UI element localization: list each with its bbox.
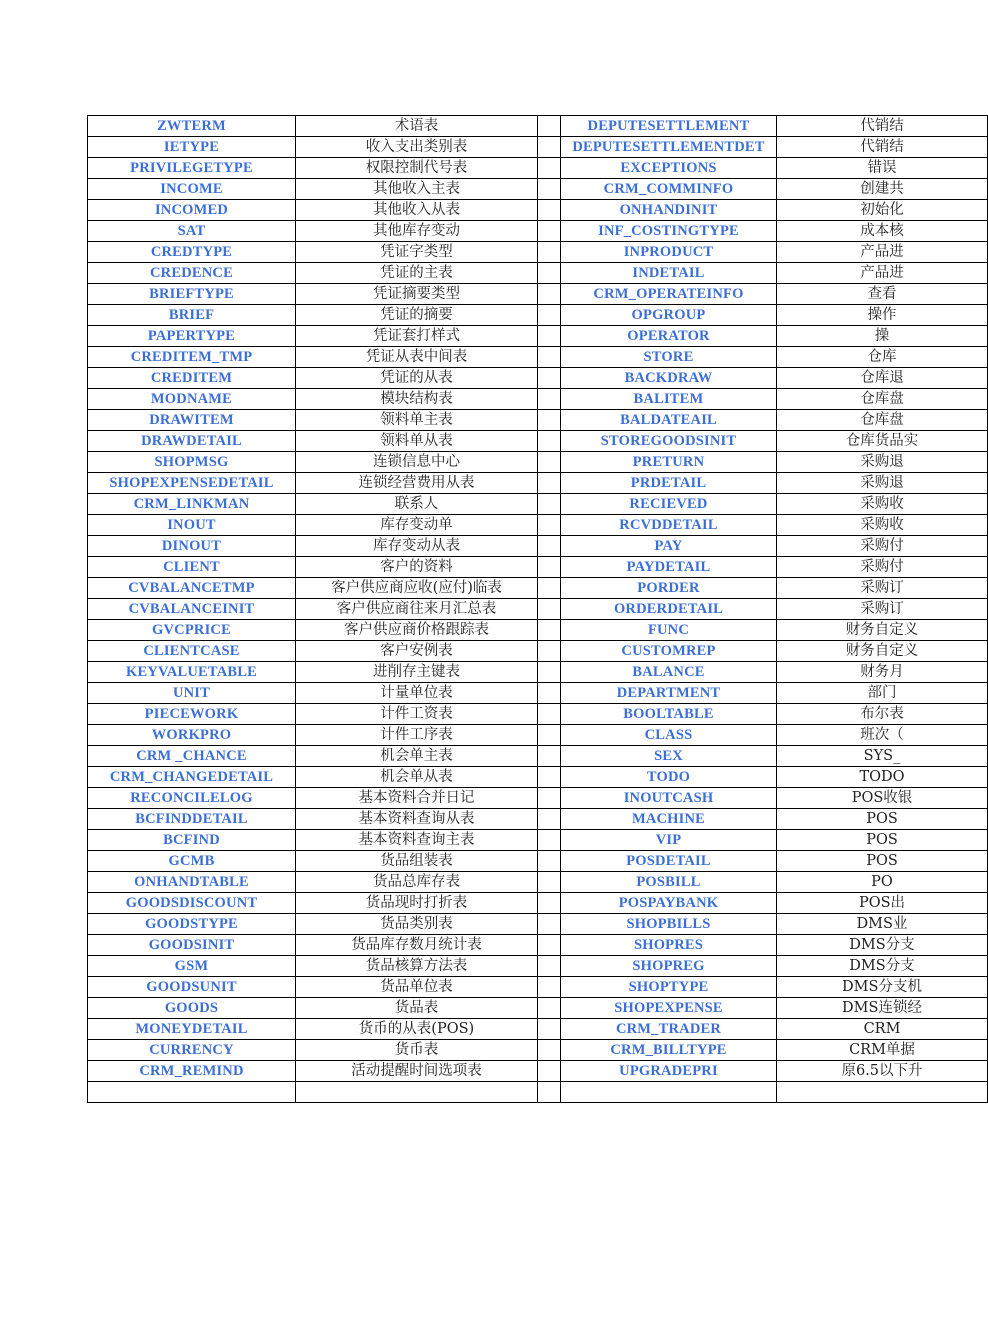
table-name-cell: CLASS <box>561 725 777 746</box>
table-name-cell: INCOME <box>88 179 296 200</box>
table-name-cell: POSPAYBANK <box>561 893 777 914</box>
table-row <box>88 872 988 893</box>
table-name-cell: GOODS <box>88 998 296 1019</box>
table-description-cell: 班次（ <box>777 725 988 746</box>
table-name-cell: CVBALANCEINIT <box>88 599 296 620</box>
table-name-cell: RCVDDETAIL <box>561 515 777 536</box>
table-name-cell: MONEYDETAIL <box>88 1019 296 1040</box>
table-description-cell: POS收银 <box>777 788 988 809</box>
table-name-cell: UNIT <box>88 683 296 704</box>
table-description-cell: 权限控制代号表 <box>296 158 538 179</box>
table-description-cell: 基本资料查询从表 <box>296 809 538 830</box>
spacer-cell <box>538 473 561 494</box>
table-description-cell: 代销结 <box>777 137 988 158</box>
table-description-cell: 布尔表 <box>777 704 988 725</box>
table-name-cell: PRETURN <box>561 452 777 473</box>
table-description-cell: 采购付 <box>777 536 988 557</box>
table-row <box>88 326 988 347</box>
table-description-cell: 货品现时打折表 <box>296 893 538 914</box>
table-description-cell: 客户供应商往来月汇总表 <box>296 599 538 620</box>
table-description-cell: 进削存主键表 <box>296 662 538 683</box>
table-name-cell: PIECEWORK <box>88 704 296 725</box>
table-description-cell: 连锁信息中心 <box>296 452 538 473</box>
table-list <box>87 115 988 1103</box>
table-name-cell: PAPERTYPE <box>88 326 296 347</box>
spacer-cell <box>538 1040 561 1061</box>
table-description-cell: 库存变动从表 <box>296 536 538 557</box>
table-description-cell: 仓库 <box>777 347 988 368</box>
table-name-cell: INDETAIL <box>561 263 777 284</box>
table-row <box>88 935 988 956</box>
table-row <box>88 914 988 935</box>
table-row <box>88 494 988 515</box>
table-name-cell: GVCPRICE <box>88 620 296 641</box>
spacer-cell <box>538 1061 561 1082</box>
table-name-cell: INF_COSTINGTYPE <box>561 221 777 242</box>
table-name-cell: CREDTYPE <box>88 242 296 263</box>
table-name-cell: PRIVILEGETYPE <box>88 158 296 179</box>
table-row <box>88 431 988 452</box>
table-description-cell: 采购订 <box>777 578 988 599</box>
table-description-cell: 代销结 <box>777 116 988 137</box>
table-name-cell: CREDITEM_TMP <box>88 347 296 368</box>
table-row <box>88 515 988 536</box>
table-row <box>88 158 988 179</box>
table-description-cell: 凭证的从表 <box>296 368 538 389</box>
table-description-cell: 货品核算方法表 <box>296 956 538 977</box>
spacer-cell <box>538 536 561 557</box>
spacer-cell <box>538 494 561 515</box>
spacer-cell <box>538 704 561 725</box>
spacer-cell <box>538 830 561 851</box>
table-name-cell: BALITEM <box>561 389 777 410</box>
table-name-cell: BRIEF <box>88 305 296 326</box>
table-name-cell: INOUT <box>88 515 296 536</box>
table-name-cell: SHOPRES <box>561 935 777 956</box>
table-row <box>88 725 988 746</box>
table-name-cell: PRDETAIL <box>561 473 777 494</box>
spacer-cell <box>538 200 561 221</box>
spacer-cell <box>538 893 561 914</box>
table-description-cell: 财务自定义 <box>777 641 988 662</box>
spacer-cell <box>538 557 561 578</box>
table-description-cell: POS出 <box>777 893 988 914</box>
table-name-cell: WORKPRO <box>88 725 296 746</box>
table-name-cell: BRIEFTYPE <box>88 284 296 305</box>
table-description-cell: 货品库存数月统计表 <box>296 935 538 956</box>
table-description-cell: SYS_ <box>777 746 988 767</box>
table-name-cell: RECIEVED <box>561 494 777 515</box>
table-name-cell: IETYPE <box>88 137 296 158</box>
table-description-cell: 其他收入从表 <box>296 200 538 221</box>
table-name-cell: KEYVALUETABLE <box>88 662 296 683</box>
table-description-cell: 货币表 <box>296 1040 538 1061</box>
table-description-cell: 活动提醒时间选项表 <box>296 1061 538 1082</box>
table-name-cell: GCMB <box>88 851 296 872</box>
table-description-cell: 部门 <box>777 683 988 704</box>
spreadsheet-area <box>87 115 923 1097</box>
table-name-cell: GSM <box>88 956 296 977</box>
table-name-cell: STOREGOODSINIT <box>561 431 777 452</box>
table-name-cell: SHOPBILLS <box>561 914 777 935</box>
table-name-cell: INCOMED <box>88 200 296 221</box>
table-description-cell: CRM单据 <box>777 1040 988 1061</box>
table-description-cell: 联系人 <box>296 494 538 515</box>
table-name-cell: CRM_REMIND <box>88 1061 296 1082</box>
table-name-cell: EXCEPTIONS <box>561 158 777 179</box>
table-name-cell: SEX <box>561 746 777 767</box>
spacer-cell <box>538 914 561 935</box>
table-name-cell: GOODSUNIT <box>88 977 296 998</box>
table-description-cell: POS <box>777 851 988 872</box>
spacer-cell <box>538 788 561 809</box>
table-description-cell: 财务月 <box>777 662 988 683</box>
table-row <box>88 1082 988 1103</box>
table-description-cell: DMS分支机 <box>777 977 988 998</box>
table-row <box>88 179 988 200</box>
table-row <box>88 620 988 641</box>
table-description-cell: 凭证从表中间表 <box>296 347 538 368</box>
table-row <box>88 809 988 830</box>
table-row <box>88 683 988 704</box>
table-row <box>88 536 988 557</box>
table-name-cell: DRAWITEM <box>88 410 296 431</box>
table-name-cell: UPGRADEPRI <box>561 1061 777 1082</box>
spacer-cell <box>538 662 561 683</box>
table-name-cell: CRM_TRADER <box>561 1019 777 1040</box>
table-description-cell: 仓库盘 <box>777 389 988 410</box>
table-row <box>88 263 988 284</box>
spacer-cell <box>538 725 561 746</box>
table-name-cell: BACKDRAW <box>561 368 777 389</box>
table-description-cell: 货品单位表 <box>296 977 538 998</box>
table-name-cell: FUNC <box>561 620 777 641</box>
table-name-cell: PAY <box>561 536 777 557</box>
table-row <box>88 137 988 158</box>
table-description-cell: 计件工序表 <box>296 725 538 746</box>
spacer-cell <box>538 284 561 305</box>
table-name-cell: MACHINE <box>561 809 777 830</box>
table-name-cell: STORE <box>561 347 777 368</box>
table-name-cell: PORDER <box>561 578 777 599</box>
spacer-cell <box>538 599 561 620</box>
table-name-cell: OPGROUP <box>561 305 777 326</box>
table-description-cell: 采购退 <box>777 452 988 473</box>
table-description-cell: 计量单位表 <box>296 683 538 704</box>
table-name-cell: POSBILL <box>561 872 777 893</box>
table-description-cell: 领料单主表 <box>296 410 538 431</box>
table-name-cell: GOODSTYPE <box>88 914 296 935</box>
table-name-cell: ONHANDINIT <box>561 200 777 221</box>
table-description-cell: 创建共 <box>777 179 988 200</box>
spacer-cell <box>538 956 561 977</box>
spacer-cell <box>538 746 561 767</box>
table-description-cell: DMS连锁经 <box>777 998 988 1019</box>
spacer-cell <box>538 158 561 179</box>
table-name-cell: INPRODUCT <box>561 242 777 263</box>
table-name-cell: GOODSINIT <box>88 935 296 956</box>
spacer-cell <box>538 641 561 662</box>
table-row <box>88 242 988 263</box>
table-description-cell: 基本资料合并日记 <box>296 788 538 809</box>
table-description-cell: 初始化 <box>777 200 988 221</box>
table-name-cell: SHOPREG <box>561 956 777 977</box>
table-description-cell: PO <box>777 872 988 893</box>
table-row <box>88 599 988 620</box>
table-description-cell: 客户供应商价格跟踪表 <box>296 620 538 641</box>
spacer-cell <box>538 221 561 242</box>
spacer-cell <box>538 431 561 452</box>
table-name-cell: BALDATEAIL <box>561 410 777 431</box>
table-name-cell: BCFINDDETAIL <box>88 809 296 830</box>
table-row <box>88 1040 988 1061</box>
spacer-cell <box>538 767 561 788</box>
spacer-cell <box>538 410 561 431</box>
table-row <box>88 284 988 305</box>
table-name-cell: CRM_COMMINFO <box>561 179 777 200</box>
table-description-cell: 货品类别表 <box>296 914 538 935</box>
table-name-cell <box>561 1082 777 1103</box>
table-name-cell: DEPARTMENT <box>561 683 777 704</box>
table-description-cell: TODO <box>777 767 988 788</box>
table-row <box>88 956 988 977</box>
table-description-cell: 其他收入主表 <box>296 179 538 200</box>
table-name-cell: BALANCE <box>561 662 777 683</box>
table-name-cell: ONHANDTABLE <box>88 872 296 893</box>
table-name-cell: ORDERDETAIL <box>561 599 777 620</box>
table-description-cell: 基本资料查询主表 <box>296 830 538 851</box>
spacer-cell <box>538 620 561 641</box>
table-description-cell: 采购订 <box>777 599 988 620</box>
spacer-cell <box>538 809 561 830</box>
table-description-cell: 采购退 <box>777 473 988 494</box>
table-row <box>88 746 988 767</box>
table-name-cell <box>88 1082 296 1103</box>
table-name-cell: CRM _CHANCE <box>88 746 296 767</box>
table-name-cell: CRM_BILLTYPE <box>561 1040 777 1061</box>
table-row <box>88 473 988 494</box>
table-row <box>88 998 988 1019</box>
table-row <box>88 200 988 221</box>
table-description-cell: 错误 <box>777 158 988 179</box>
spacer-cell <box>538 515 561 536</box>
table-name-cell: POSDETAIL <box>561 851 777 872</box>
table-description-cell: 仓库货品实 <box>777 431 988 452</box>
table-row <box>88 1019 988 1040</box>
table-description-cell: 财务自定义 <box>777 620 988 641</box>
table-description-cell: 机会单主表 <box>296 746 538 767</box>
table-row <box>88 662 988 683</box>
table-description-cell: POS <box>777 830 988 851</box>
table-description-cell: 收入支出类别表 <box>296 137 538 158</box>
table-name-cell: SHOPEXPENSEDETAIL <box>88 473 296 494</box>
spacer-cell <box>538 851 561 872</box>
table-description-cell: 采购收 <box>777 494 988 515</box>
table-row <box>88 1061 988 1082</box>
table-row <box>88 410 988 431</box>
table-name-cell: MODNAME <box>88 389 296 410</box>
spacer-cell <box>538 872 561 893</box>
spacer-cell <box>538 116 561 137</box>
table-description-cell <box>777 1082 988 1103</box>
table-name-cell: OPERATOR <box>561 326 777 347</box>
table-description-cell: 术语表 <box>296 116 538 137</box>
table-description-cell: 凭证字类型 <box>296 242 538 263</box>
table-name-cell: DINOUT <box>88 536 296 557</box>
table-name-cell: CREDENCE <box>88 263 296 284</box>
table-name-cell: VIP <box>561 830 777 851</box>
table-description-cell: DMS分支 <box>777 956 988 977</box>
table-name-cell: CRM_CHANGEDETAIL <box>88 767 296 788</box>
table-description-cell: 其他库存变动 <box>296 221 538 242</box>
table-description-cell: 仓库退 <box>777 368 988 389</box>
table-description-cell: 客户安例表 <box>296 641 538 662</box>
table-name-cell: ZWTERM <box>88 116 296 137</box>
table-name-cell: INOUTCASH <box>561 788 777 809</box>
spacer-cell <box>538 578 561 599</box>
spacer-cell <box>538 368 561 389</box>
table-description-cell: 货币的从表(POS) <box>296 1019 538 1040</box>
table-description-cell: DMS分支 <box>777 935 988 956</box>
table-description-cell: 货品总库存表 <box>296 872 538 893</box>
table-description-cell: 客户的资料 <box>296 557 538 578</box>
spacer-cell <box>538 389 561 410</box>
table-description-cell: 凭证套打样式 <box>296 326 538 347</box>
table-name-cell: CUSTOMREP <box>561 641 777 662</box>
table-name-cell: GOODSDISCOUNT <box>88 893 296 914</box>
spacer-cell <box>538 263 561 284</box>
spacer-cell <box>538 1019 561 1040</box>
table-row <box>88 116 988 137</box>
table-name-cell: CURRENCY <box>88 1040 296 1061</box>
table-name-cell: BOOLTABLE <box>561 704 777 725</box>
table-description-cell: 凭证摘要类型 <box>296 284 538 305</box>
table-row <box>88 977 988 998</box>
table-row <box>88 452 988 473</box>
table-row <box>88 305 988 326</box>
spacer-cell <box>538 452 561 473</box>
table-description-cell: 采购收 <box>777 515 988 536</box>
table-description-cell: 仓库盘 <box>777 410 988 431</box>
table-name-cell: CLIENT <box>88 557 296 578</box>
table-description-cell: 领料单从表 <box>296 431 538 452</box>
table-row <box>88 368 988 389</box>
table-description-cell: 产品进 <box>777 263 988 284</box>
spacer-cell <box>538 935 561 956</box>
table-name-cell: SAT <box>88 221 296 242</box>
table-name-cell: TODO <box>561 767 777 788</box>
table-name-cell: DEPUTESETTLEMENTDET <box>561 137 777 158</box>
table-name-cell: CRM_LINKMAN <box>88 494 296 515</box>
table-name-cell: SHOPMSG <box>88 452 296 473</box>
table-description-cell: 客户供应商应收(应付)临表 <box>296 578 538 599</box>
table-name-cell: BCFIND <box>88 830 296 851</box>
table-description-cell: 凭证的摘要 <box>296 305 538 326</box>
table-description-cell: CRM <box>777 1019 988 1040</box>
table-name-cell: DRAWDETAIL <box>88 431 296 452</box>
spacer-cell <box>538 347 561 368</box>
table-description-cell: 采购付 <box>777 557 988 578</box>
table-name-cell: PAYDETAIL <box>561 557 777 578</box>
spacer-cell <box>538 137 561 158</box>
table-row <box>88 893 988 914</box>
spacer-cell <box>538 683 561 704</box>
table-row <box>88 788 988 809</box>
table-description-cell: 产品进 <box>777 242 988 263</box>
table-name-cell: SHOPTYPE <box>561 977 777 998</box>
table-description-cell: 凭证的主表 <box>296 263 538 284</box>
table-description-cell: 计件工资表 <box>296 704 538 725</box>
table-row <box>88 767 988 788</box>
spacer-cell <box>538 1082 561 1103</box>
spacer-cell <box>538 326 561 347</box>
table-row <box>88 389 988 410</box>
table-row <box>88 557 988 578</box>
table-description-cell: 库存变动单 <box>296 515 538 536</box>
table-name-cell: DEPUTESETTLEMENT <box>561 116 777 137</box>
table-description-cell: 货品组装表 <box>296 851 538 872</box>
spacer-cell <box>538 242 561 263</box>
table-description-cell: 模块结构表 <box>296 389 538 410</box>
table-name-cell: CRM_OPERATEINFO <box>561 284 777 305</box>
table-row <box>88 578 988 599</box>
spacer-cell <box>538 998 561 1019</box>
table-name-cell: RECONCILELOG <box>88 788 296 809</box>
table-description-cell: 原6.5以下升 <box>777 1061 988 1082</box>
table-name-cell: SHOPEXPENSE <box>561 998 777 1019</box>
table-description-cell: 成本核 <box>777 221 988 242</box>
table-row <box>88 641 988 662</box>
spacer-cell <box>538 179 561 200</box>
table-row <box>88 830 988 851</box>
table-description-cell: 查看 <box>777 284 988 305</box>
table-name-cell: CREDITEM <box>88 368 296 389</box>
table-row <box>88 851 988 872</box>
table-row <box>88 221 988 242</box>
table-row <box>88 347 988 368</box>
spacer-cell <box>538 305 561 326</box>
table-description-cell <box>296 1082 538 1103</box>
table-description-cell: 机会单从表 <box>296 767 538 788</box>
table-description-cell: DMS业 <box>777 914 988 935</box>
spacer-cell <box>538 977 561 998</box>
table-name-cell: CLIENTCASE <box>88 641 296 662</box>
table-description-cell: 连锁经营费用从表 <box>296 473 538 494</box>
table-description-cell: 货品表 <box>296 998 538 1019</box>
table-description-cell: 操作 <box>777 305 988 326</box>
table-description-cell: POS <box>777 809 988 830</box>
table-row <box>88 704 988 725</box>
table-name-cell: CVBALANCETMP <box>88 578 296 599</box>
table-description-cell: 操 <box>777 326 988 347</box>
